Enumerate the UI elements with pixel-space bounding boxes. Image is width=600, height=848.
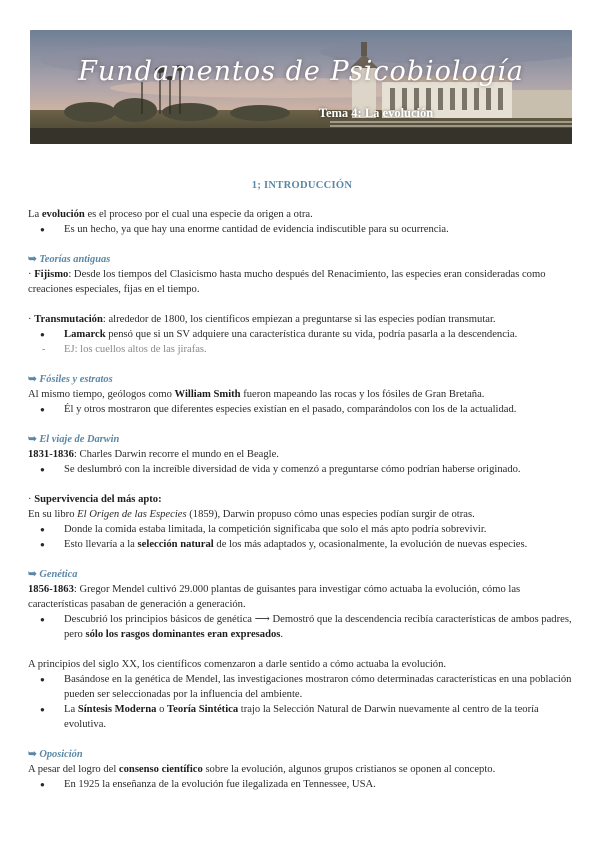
list-item: ● La Síntesis Moderna o Teoría Sintética trajo la Selección Natural de Darwin nuevamente al centro de la teoría evolutiva. (64, 702, 576, 732)
example-list (28, 342, 576, 357)
darwin-list (28, 462, 576, 477)
example-item: - EJ: los cuellos altos de las jirafas. (64, 342, 576, 357)
subheading-genetica: ➥ Genética (28, 569, 78, 580)
transmutacion-paragraph: · Transmutación: alrededor de 1800, los científicos empiezan a preguntarse si las especies podían transmutar. (28, 314, 496, 325)
page-title: Fundamentos de Psicobiología (78, 56, 524, 87)
sintesis-list (28, 672, 576, 732)
banner-painting (30, 30, 572, 144)
list-item: ● Descubrió los principios básicos de genética ⟶ Demostró que la descendencia recibía características de ambos padres, pero sólo los rasgos dominantes eran expresados. (64, 612, 576, 642)
list-item: ● Se deslumbró con la increíble diversidad de vida y comenzó a preguntarse cómo podrían haberse originado. (64, 462, 576, 477)
fosiles-list (28, 402, 576, 417)
list-item: ● Es un hecho, ya que hay una enorme cantidad de evidencia indiscutible para su ocurrencia. (64, 222, 576, 237)
evolution-definition: La evolución es el proceso por el cual una especie da origen a otra. (28, 209, 313, 220)
supervivencia-paragraph: En su libro El Origen de las Especies (1859), Darwin propuso cómo unas especies podían surgir de otras. (28, 509, 475, 520)
header-banner (30, 30, 572, 144)
section-title: 1; INTRODUCCIÓN (251, 180, 353, 191)
list-item: ● En 1925 la enseñanza de la evolución fue ilegalizada en Tennessee, USA. (64, 777, 576, 792)
list-item: ● Lamarck pensó que si un SV adquiere una característica durante su vida, podría pasarla a la descendencia. (64, 327, 576, 342)
supervivencia-heading: · Supervivencia del más apto: (28, 494, 162, 505)
fosiles-paragraph: Al mismo tiempo, geólogos como William Smith fueron mapeando las rocas y los fósiles de Gran Bretaña. (28, 389, 485, 400)
genetica-list (28, 612, 576, 642)
subheading-oposicion: ➥ Oposición (28, 749, 83, 760)
subheading-teorias: ➥ Teorías antiguas (28, 254, 111, 265)
lamarck-list (28, 327, 576, 342)
list-item: ● Donde la comida estaba limitada, la competición significaba que solo el más apto podría sobrevivir. (64, 522, 576, 537)
subheading-fosiles: ➥ Fósiles y estratos (28, 374, 113, 385)
supervivencia-list (28, 522, 576, 552)
document-body (28, 178, 576, 792)
page-subtitle: Tema 4: La evolución (318, 106, 434, 120)
oposicion-paragraph: A pesar del logro del consenso científico sobre la evolución, algunos grupos cristianos se oponen al concepto. (28, 764, 496, 775)
list-item: ● Esto llevaría a la selección natural de los más adaptados y, ocasionalmente, la evolución de nuevas especies. (64, 537, 576, 552)
siglo-xx-paragraph: A principios del siglo XX, los científicos comenzaron a darle sentido a cómo actuaba la evolución. (28, 659, 447, 670)
list-item: ● Basándose en la genética de Mendel, las investigaciones mostraron cómo determinadas características en una población pueden ser seleccionadas por la influencia del ambiente. (64, 672, 576, 702)
intro-list (28, 222, 576, 237)
darwin-paragraph: 1831-1836: Charles Darwin recorre el mundo en el Beagle. (28, 449, 279, 460)
subheading-darwin: ➥ El viaje de Darwin (28, 434, 120, 445)
list-item: ● Él y otros mostraron que diferentes especies existían en el pasado, comparándolos con los de la actualidad. (64, 402, 576, 417)
fijismo-paragraph: · Fijismo: Desde los tiempos del Clasicismo hasta mucho después del Renacimiento, las especies eran consideradas como creaciones especiales, fijas en el tiempo. (28, 269, 546, 295)
oposicion-list (28, 777, 576, 792)
genetica-paragraph: 1856-1863: Gregor Mendel cultivó 29.000 plantas de guisantes para investigar cómo actuaba la evolución, cómo las características pasaban de generación a generación. (28, 584, 521, 610)
